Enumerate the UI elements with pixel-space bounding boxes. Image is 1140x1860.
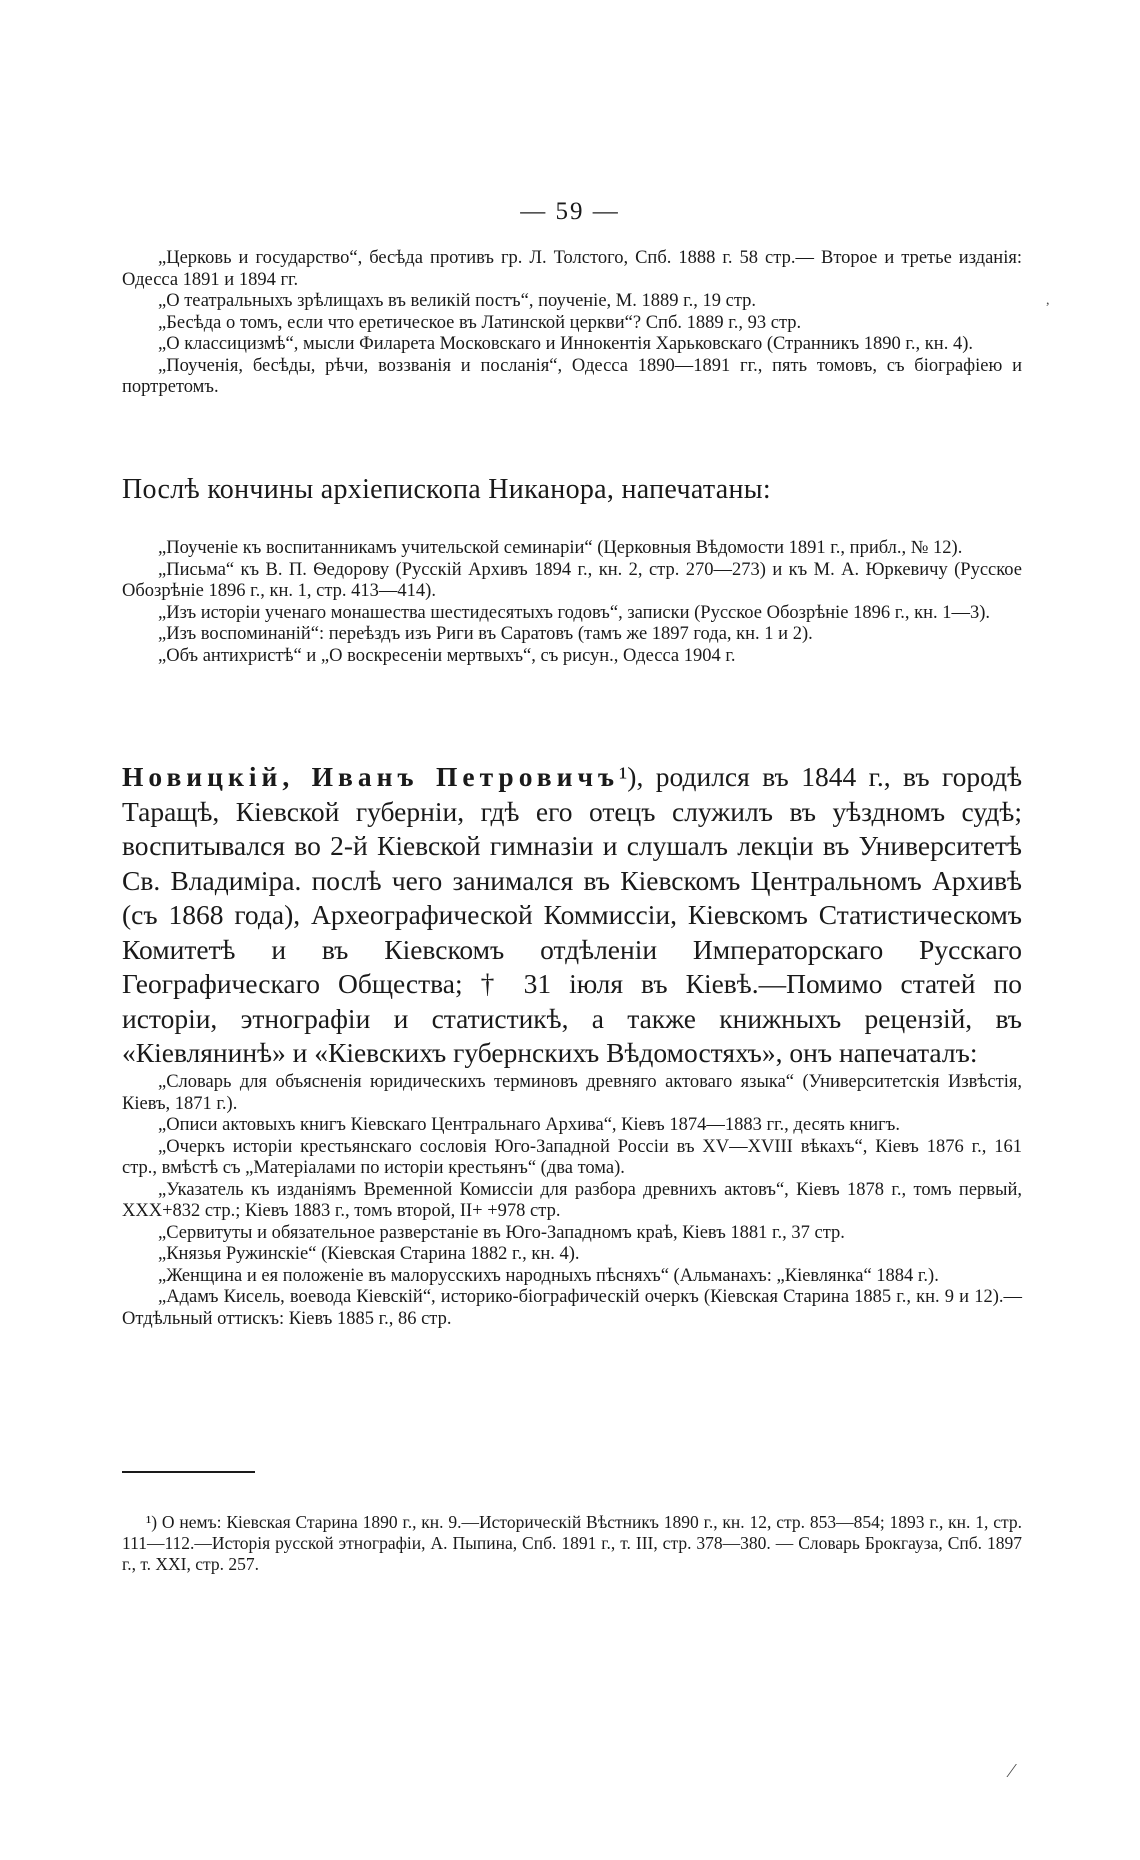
biography-paragraph: [122, 760, 1022, 1071]
footnotes: [122, 1512, 1022, 1575]
list-item: „О классицизмѣ“, мысли Филарета Московскаго и Иннокентія Харьковскаго (Странникъ 1890 г., кн. 4).: [158, 334, 973, 354]
margin-mark-icon: ,: [1046, 293, 1050, 308]
list-item: „Изъ воспоминаній“: переѣздъ изъ Риги въ Саратовъ (тамъ же 1897 года, кн. 1 и 2).: [158, 624, 813, 644]
page-number: — 59 —: [520, 198, 620, 225]
list-item: „Словарь для объясненія юридическихъ терминовъ древняго актоваго языка“ (Университетскія Извѣстія, Кіевъ, 1871 г.).: [122, 1072, 1022, 1114]
list-item: „О театральныхъ зрѣлищахъ въ великій постъ“, поученіе, М. 1889 г., 19 стр.: [158, 291, 757, 311]
list-item: „Адамъ Кисель, воевода Кіевскій“, историко-біографическій очеркъ (Кіевская Старина 1885 г., кн. 9 и 12).—Отдѣльный оттискъ: Кіевъ 1885 г., 86 стр.: [122, 1287, 1022, 1329]
list-item: „Поученія, бесѣды, рѣчи, воззванія и посланія“, Одесса 1890—1891 гг., пять томовъ, съ біографіею и портретомъ.: [122, 355, 1022, 397]
works-list-top: [122, 248, 1022, 399]
footnote-divider: [122, 1471, 255, 1473]
list-item: „Письма“ къ В. П. Ѳедорову (Русскій Архивъ 1894 г., кн. 2, стр. 270—273) и къ М. А. Юркевичу (Русское Обозрѣніе 1896 г., кн. 1, стр. 413—414).: [122, 559, 1022, 601]
margin-mark-icon: ⁄: [1010, 1760, 1014, 1782]
footnote-reference: ¹): [619, 761, 637, 792]
list-item: „Указатель къ изданіямъ Временной Комиссіи для разбора древнихъ актовъ“, Кіевъ 1878 г., томъ первый, XXX+832 стр.; Кіевъ 1883 г., томъ второй, II+ +978 стр.: [122, 1179, 1022, 1221]
works-list-novitsky: [122, 1072, 1022, 1330]
biography-entry: [122, 760, 1022, 1071]
list-item: „Описи актовыхъ книгъ Кіевскаго Центральнаго Архива“, Кіевъ 1874—1883 гг., десять книгъ.: [158, 1115, 900, 1135]
list-item: „Объ антихристѣ“ и „О воскресеніи мертвыхъ“, съ рисун., Одесса 1904 г.: [158, 645, 736, 666]
list-item: „Очеркъ исторіи крестьянскаго сословія Юго-Западной Россіи въ XV—XVIII вѣкахъ“, Кіевъ 1876 г., 161 стр., вмѣстѣ съ „Матеріалами по исторіи крестьянъ“ (два тома).: [122, 1136, 1022, 1178]
section-heading: Послѣ кончины архіепископа Никанора, напечатаны:: [122, 474, 771, 505]
list-item: „Женщина и ея положеніе въ малорусскихъ народныхъ пѣсняхъ“ (Альманахъ: „Кіевлянка“ 1884 г.).: [158, 1265, 939, 1286]
list-item: „Бесѣда о томъ, если что еретическое въ Латинской церкви“? Спб. 1889 г., 93 стр.: [158, 312, 802, 333]
list-item: „Церковь и государство“, бесѣда противъ гр. Л. Толстого, Спб. 1888 г. 58 стр.— Второе и третье изданія: Одесса 1891 и 1894 гг.: [122, 248, 1022, 290]
footnote: ¹) О немъ: Кіевская Старина 1890 г., кн. 9.—Историческій Вѣстникъ 1890 г., кн. 12, стр. 853—854; 1893 г., кн. 1, стр. 111—112.—Исторія русской этнографіи, А. Пыпина, Спб. 1891 г., т. III, стр. 378—380. — Словарь Брокгауза, Спб. 1897 г., т. XXI, стр. 257.: [122, 1512, 1022, 1574]
biography-name: Новицкій, Иванъ Петровичъ: [122, 761, 620, 792]
list-item: „Изъ исторіи ученаго монашества шестидесятыхъ годовъ“, записки (Русское Обозрѣніе 1896 г., кн. 1—3).: [158, 602, 991, 623]
list-item: „Сервитуты и обязательное разверстаніе въ Юго-Западномъ краѣ, Кіевъ 1881 г., 37 стр.: [158, 1222, 845, 1243]
biography-text: , родился въ 1844 г., въ городѣ Таращѣ, Кіевской губерніи, гдѣ его отецъ служилъ въ уѣздномъ судѣ; воспитывался во 2-й Кіевской гимназіи и слушалъ лекціи въ Университетѣ Св. Владиміра. послѣ чего занимался въ Кіевскомъ Центральномъ Архивѣ (съ 1868 года), Археографической Коммиссіи, Кіевскомъ Статистическомъ Комитетѣ и въ Кіевскомъ отдѣленіи Императорскаго Русскаго Географическаго Общества; † 31 іюля въ Кіевѣ.—Помимо статей по исторіи, этнографіи и статистикѣ, а также книжныхъ рецензій, въ «Кіевлянинѣ» и «Кіевскихъ губернскихъ Вѣдомостяхъ», онъ напечаталъ:: [122, 761, 1023, 1068]
works-list-posthumous: [122, 538, 1022, 667]
list-item: „Поученіе къ воспитанникамъ учительской семинаріи“ (Церковныя Вѣдомости 1891 г., прибл., № 12).: [158, 538, 963, 558]
list-item: „Князья Ружинскіе“ (Кіевская Старина 1882 г., кн. 4).: [158, 1244, 580, 1264]
